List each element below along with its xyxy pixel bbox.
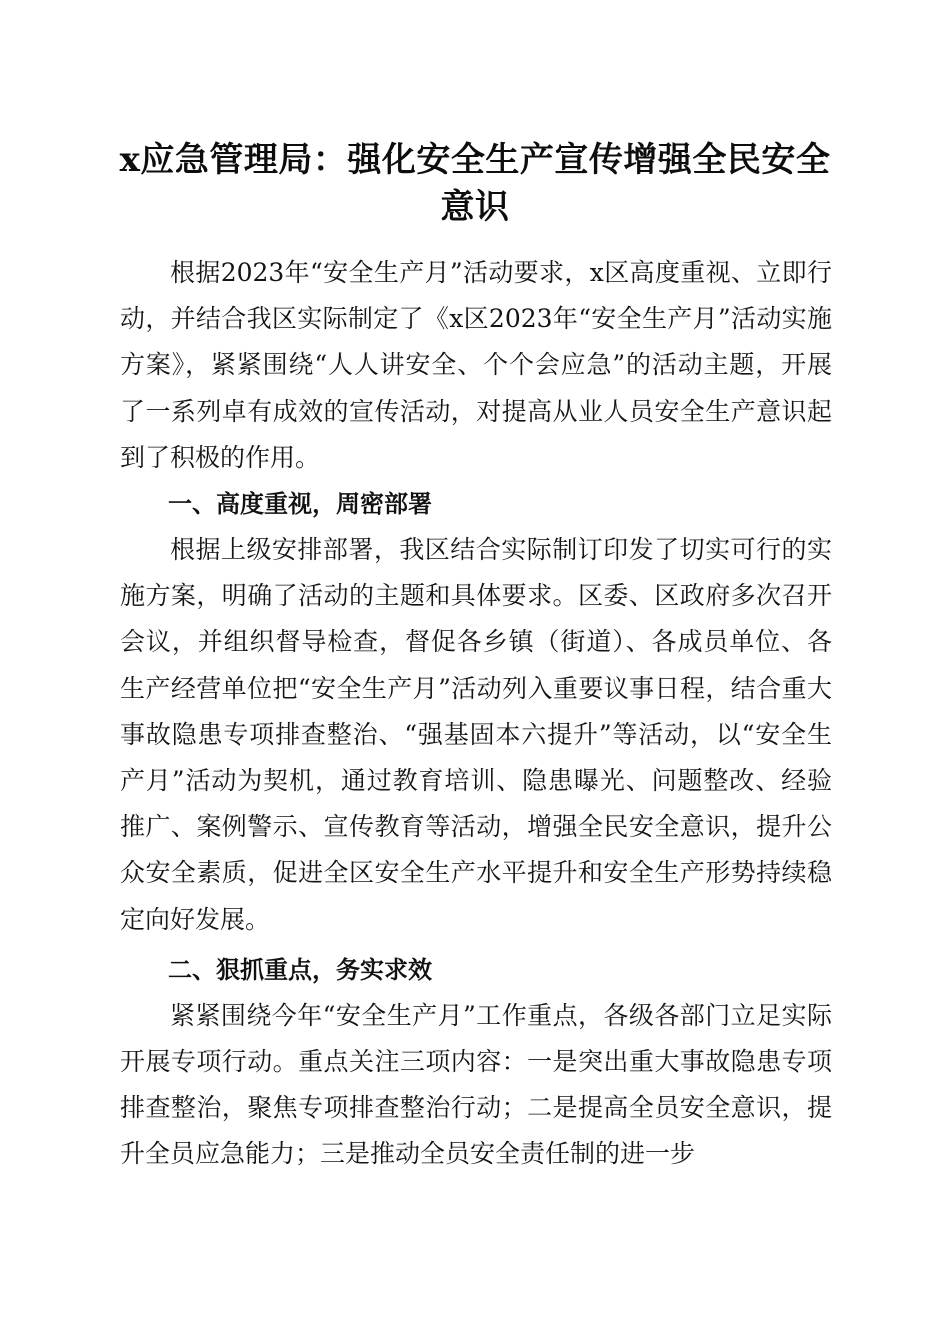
section-paragraph-1: 根据上级安排部署，我区结合实际制订印发了切实可行的实施方案，明确了活动的主题和具体要求。区委、区政府多次召开会议，并组织督导检查，督促各乡镇（街道）、各成员单位、各生产经营单位把“安全生产月”活动列入重要议事日程，结合重大事故隐患专项排查整治、“强基固本六提升”等活动，以“安全生产月”活动为契机，通过教育培训、隐患曝光、问题整改、经验推广、案例警示、宣传教育等活动，增强全民安全意识，提升公众安全素质，促进全区安全生产水平提升和安全生产形势持续稳定向好发展。 [120, 535, 832, 934]
document-body [120, 250, 832, 1178]
section-paragraph-2: 紧紧围绕今年“安全生产月”工作重点，各级各部门立足实际开展专项行动。重点关注三项内容：一是突出重大事故隐患专项排查整治，聚焦专项排查整治行动；二是提高全员安全意识，提升全员应急能力；三是推动全员安全责任制的进一步 [120, 1000, 832, 1169]
section-heading-2: 二、狠抓重点，务实求效 [168, 955, 432, 984]
section-heading-1: 一、高度重视，周密部署 [168, 490, 432, 519]
document-title: x应急管理局：强化安全生产宣传增强全民安全意识 [119, 140, 831, 227]
intro-paragraph: 根据2023年“安全生产月”活动要求，x区高度重视、立即行动，并结合我区实际制定了《x区2023年“安全生产月”活动实施方案》，紧紧围绕“人人讲安全、个个会应急”的活动主题，开展了一系列卓有成效的宣传活动，对提高从业人员安全生产意识起到了积极的作用。 [120, 258, 832, 472]
